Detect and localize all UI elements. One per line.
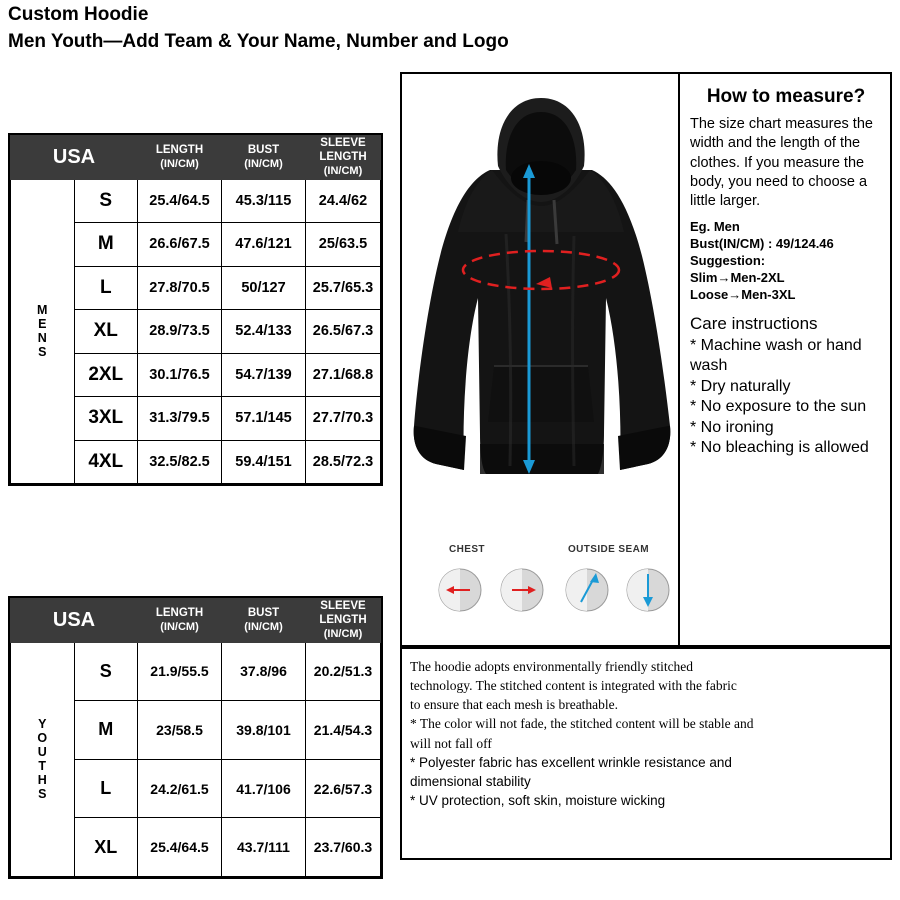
- how-to-measure-paragraph: The size chart measures the width and the length of the clothes. If you measure the body, you need to choose a little larger.: [690, 116, 873, 210]
- hoodie-shape: [414, 98, 671, 474]
- hoodie-illustration: [402, 74, 678, 645]
- column-header-length-unit: (IN/CM): [160, 157, 199, 170]
- youths-size-table: [8, 596, 383, 879]
- cell-bust: 39.8/101: [222, 701, 306, 760]
- row-group-label-letter-1: Y: [38, 717, 47, 732]
- cell-length: 28.9/73.5: [138, 310, 222, 354]
- cell-sleeve: 27.1/68.8: [306, 353, 381, 397]
- note-line-6: * Polyester fabric has excellent wrinkle resistance and: [410, 754, 732, 770]
- column-header-bust-label: BUST: [247, 607, 280, 620]
- cell-sleeve: 22.6/57.3: [306, 759, 381, 818]
- row-group-label-letter-4: S: [38, 345, 47, 360]
- note-line-8: * UV protection, soft skin, moisture wicking: [410, 793, 666, 809]
- cell-bust: 59.4/151: [222, 440, 306, 484]
- cell-size: XL: [74, 310, 138, 354]
- outside-seam-icon-label: OUTSIDE SEAM: [568, 544, 649, 555]
- row-group-label-letter-6: S: [38, 787, 47, 802]
- example-line-2: Bust(IN/CM) : 49/124.46: [690, 236, 834, 252]
- cell-size: 2XL: [74, 353, 138, 397]
- column-header-sleeve-unit: (IN/CM): [323, 627, 363, 640]
- column-header-usa: USA: [11, 136, 138, 180]
- column-header-bust: [222, 136, 306, 180]
- column-header-bust: [222, 599, 306, 643]
- cell-length: 24.2/61.5: [138, 759, 222, 818]
- cell-size: M: [74, 223, 138, 267]
- row-group-label-letter-2: O: [37, 731, 48, 746]
- column-header-length-label: LENGTH: [155, 144, 204, 157]
- example-line-5: Loose→Men-3XL: [690, 286, 796, 302]
- cell-bust: 54.7/139: [222, 353, 306, 397]
- cell-size: S: [74, 642, 138, 701]
- column-header-length-label: LENGTH: [155, 607, 204, 620]
- cell-length: 32.5/82.5: [138, 440, 222, 484]
- cell-length: 23/58.5: [138, 701, 222, 760]
- hoodie-photo-panel: [400, 72, 680, 647]
- cell-sleeve: 27.7/70.3: [306, 397, 381, 441]
- row-group-label-youths: [11, 642, 75, 877]
- cell-sleeve: 20.2/51.3: [306, 642, 381, 701]
- cell-size: 4XL: [74, 440, 138, 484]
- cell-sleeve: 25.7/65.3: [306, 266, 381, 310]
- cell-bust: 41.7/106: [222, 759, 306, 818]
- care-item-2: * Dry naturally: [690, 377, 791, 395]
- page-title: Custom Hoodie: [8, 4, 149, 25]
- column-header-length: [138, 136, 222, 180]
- row-group-label-mens: [11, 179, 75, 484]
- chest-icon-label: CHEST: [449, 544, 485, 555]
- cell-length: 25.4/64.5: [138, 818, 222, 877]
- note-line-3: to ensure that each mesh is breathable.: [410, 697, 619, 713]
- cell-bust: 37.8/96: [222, 642, 306, 701]
- column-header-sleeve-label: SLEEVE LENGTH: [319, 137, 367, 164]
- column-header-usa: USA: [11, 599, 138, 643]
- table-header-row: [11, 136, 381, 180]
- example-line-4: Slim→Men-2XL: [690, 270, 785, 286]
- cell-sleeve: 28.5/72.3: [306, 440, 381, 484]
- chest-measure-icon: [439, 569, 543, 611]
- cell-length: 31.3/79.5: [138, 397, 222, 441]
- row-group-label-letter-3: U: [37, 745, 47, 760]
- column-header-bust-unit: (IN/CM): [244, 620, 283, 633]
- column-header-bust-label: BUST: [247, 144, 280, 157]
- cell-length: 30.1/76.5: [138, 353, 222, 397]
- column-header-length: [138, 599, 222, 643]
- row-group-label-letter-2: E: [38, 317, 47, 332]
- note-line-7: dimensional stability: [410, 773, 531, 789]
- care-item-4: * No ironing: [690, 418, 774, 436]
- note-line-5: will not fall off: [410, 735, 492, 751]
- cell-size: XL: [74, 818, 138, 877]
- cell-sleeve: 21.4/54.3: [306, 701, 381, 760]
- fabric-notes-panel: [400, 647, 892, 860]
- title-block: [8, 4, 708, 54]
- cell-bust: 43.7/111: [222, 818, 306, 877]
- example-line-3: Suggestion:: [690, 253, 766, 269]
- table-row: [11, 642, 381, 701]
- cell-size: 3XL: [74, 397, 138, 441]
- cell-sleeve: 26.5/67.3: [306, 310, 381, 354]
- note-line-1: The hoodie adopts environmentally friendly stitched: [410, 659, 694, 674]
- table-row: [11, 179, 381, 223]
- cell-length: 25.4/64.5: [138, 179, 222, 223]
- example-line-1: Eg. Men: [690, 219, 740, 235]
- row-group-label-letter-5: H: [37, 773, 47, 788]
- row-group-label-letter-1: M: [37, 303, 48, 318]
- cell-size: S: [74, 179, 138, 223]
- mens-size-table: [8, 133, 383, 486]
- column-header-sleeve: [306, 599, 381, 643]
- care-item-1: * Machine wash or hand wash: [690, 336, 862, 375]
- cell-bust: 45.3/115: [222, 179, 306, 223]
- cell-bust: 57.1/145: [222, 397, 306, 441]
- cell-sleeve: 23.7/60.3: [306, 818, 381, 877]
- cell-size: L: [74, 759, 138, 818]
- table-header-row: [11, 599, 381, 643]
- cell-bust: 52.4/133: [222, 310, 306, 354]
- care-item-3: * No exposure to the sun: [690, 398, 867, 416]
- note-line-4: * The color will not fade, the stitched content will be stable and: [410, 716, 754, 732]
- cell-length: 26.6/67.5: [138, 223, 222, 267]
- note-line-2: technology. The stitched content is integrated with the fabric: [410, 678, 737, 694]
- row-group-label-letter-3: N: [37, 331, 47, 346]
- column-header-sleeve-label: SLEEVE LENGTH: [319, 600, 367, 627]
- care-instructions-title: Care instructions: [690, 313, 818, 333]
- row-group-label-letter-4: T: [38, 759, 47, 774]
- cell-size: M: [74, 701, 138, 760]
- column-header-sleeve-unit: (IN/CM): [323, 164, 363, 177]
- column-header-length-unit: (IN/CM): [160, 620, 199, 633]
- how-to-measure-title: How to measure?: [706, 86, 866, 107]
- cell-bust: 47.6/121: [222, 223, 306, 267]
- care-item-5: * No bleaching is allowed: [690, 439, 869, 457]
- cell-size: L: [74, 266, 138, 310]
- cell-length: 27.8/70.5: [138, 266, 222, 310]
- outside-seam-measure-icon: [566, 569, 669, 611]
- cell-bust: 50/127: [222, 266, 306, 310]
- cell-length: 21.9/55.5: [138, 642, 222, 701]
- cell-sleeve: 25/63.5: [306, 223, 381, 267]
- page-subtitle: Men Youth—Add Team & Your Name, Number and Logo: [8, 30, 509, 52]
- column-header-sleeve: [306, 136, 381, 180]
- how-to-measure-panel: [680, 72, 892, 647]
- cell-sleeve: 24.4/62: [306, 179, 381, 223]
- column-header-bust-unit: (IN/CM): [244, 157, 283, 170]
